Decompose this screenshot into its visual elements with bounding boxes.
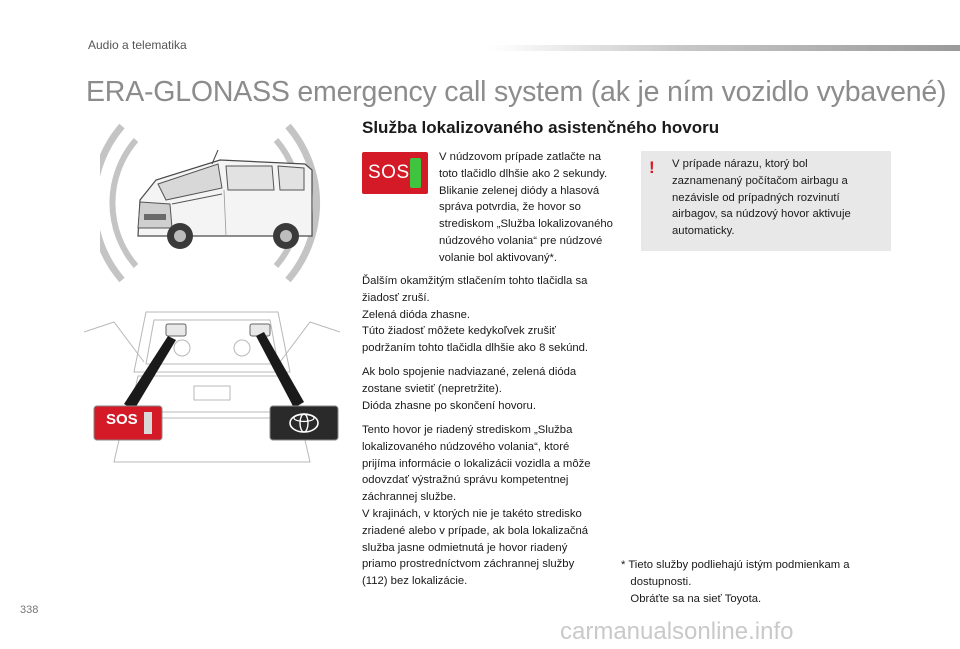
warning-icon: !: [649, 158, 655, 177]
text-line: žiadosť zruší.: [362, 291, 430, 304]
warning-text: [672, 156, 851, 240]
illustration-sos-label: SOS: [106, 411, 138, 428]
text-line: podržaním tohto tlačidla dlhšie ako 8 sekúnd.: [362, 342, 589, 355]
text-line: zostane svietiť (nepretržite).: [362, 382, 502, 395]
text-line: služba jasne odmietnutá je hovor riadený: [362, 541, 568, 554]
text-line: * Tieto služby podliehajú istým podmienkam a: [621, 559, 850, 571]
text-line: núdzového volania“ pre núdzové: [439, 234, 603, 247]
section-heading: Služba lokalizovaného asistenčného hovoru: [362, 118, 720, 137]
text-line: Obráťte sa na sieť Toyota.: [621, 592, 762, 605]
text-line: záchrannej službe.: [362, 491, 457, 504]
sos-led-indicator: [410, 158, 421, 188]
text-line: prijíma informácie o lokalizácii vozidla a môže: [362, 457, 591, 470]
text-line: správa potvrdia, že hovor so: [439, 201, 581, 214]
text-line: V núdzovom prípade zatlačte na: [439, 151, 602, 163]
paragraph-connected: [362, 364, 576, 414]
van-illustration: [100, 118, 340, 288]
text-line: lokalizovaného núdzového volania“, ktoré: [362, 440, 570, 453]
page-number: 338: [20, 604, 39, 616]
text-line: (112) bez lokalizácie.: [362, 575, 468, 588]
text-line: V krajinách, v ktorých nie je takéto stredisko: [362, 507, 582, 520]
roof-console-illustration: [84, 302, 340, 468]
text-line: zriadené alebo v prípade, ak bola lokalizačná: [362, 524, 589, 537]
page-title: ERA-GLONASS emergency call system (ak je ním vozidlo vybavené): [86, 76, 947, 108]
text-line: Dióda zhasne po skončení hovoru.: [362, 399, 536, 412]
watermark: carmanualsonline.info: [560, 618, 794, 645]
text-line: Tento hovor je riadený strediskom „Služba: [362, 424, 573, 436]
text-line: priamo prostredníctvom záchrannej služby: [362, 558, 575, 571]
text-line: Ak bolo spojenie nadviazané, zelená dióda: [362, 366, 577, 378]
paragraph-press: [439, 149, 613, 267]
paragraph-cancel: [362, 273, 588, 357]
text-line: Túto žiadosť môžete kedykoľvek zrušiť: [362, 325, 556, 338]
text-line: odovzdať výstražnú správu kompetentnej: [362, 474, 569, 487]
text-line: automaticky.: [672, 225, 735, 238]
text-line: Blikanie zelenej diódy a hlasová: [439, 184, 600, 197]
text-line: dostupnosti.: [621, 575, 692, 588]
section-label: Audio a telematika: [88, 38, 187, 52]
text-line: Ďalším okamžitým stlačením tohto tlačidla sa: [362, 275, 588, 287]
footnote: [621, 557, 850, 607]
text-line: airbagov, sa núdzový hovor aktivuje: [672, 208, 851, 221]
text-line: Zelená dióda zhasne.: [362, 308, 471, 321]
paragraph-call-center: [362, 422, 591, 590]
text-line: toto tlačidlo dlhšie ako 2 sekundy.: [439, 167, 608, 180]
text-line: V prípade nárazu, ktorý bol: [672, 158, 808, 170]
sos-button-label: SOS: [368, 162, 410, 183]
text-line: volanie bol aktivovaný*.: [439, 251, 558, 264]
text-line: nezávisle od prípadných rozvinutí: [672, 191, 840, 204]
text-line: zaznamenaný počítačom airbagu a: [672, 174, 848, 187]
header-bar: [490, 45, 960, 51]
text-line: strediskom „Služba lokalizovaného: [439, 218, 613, 231]
